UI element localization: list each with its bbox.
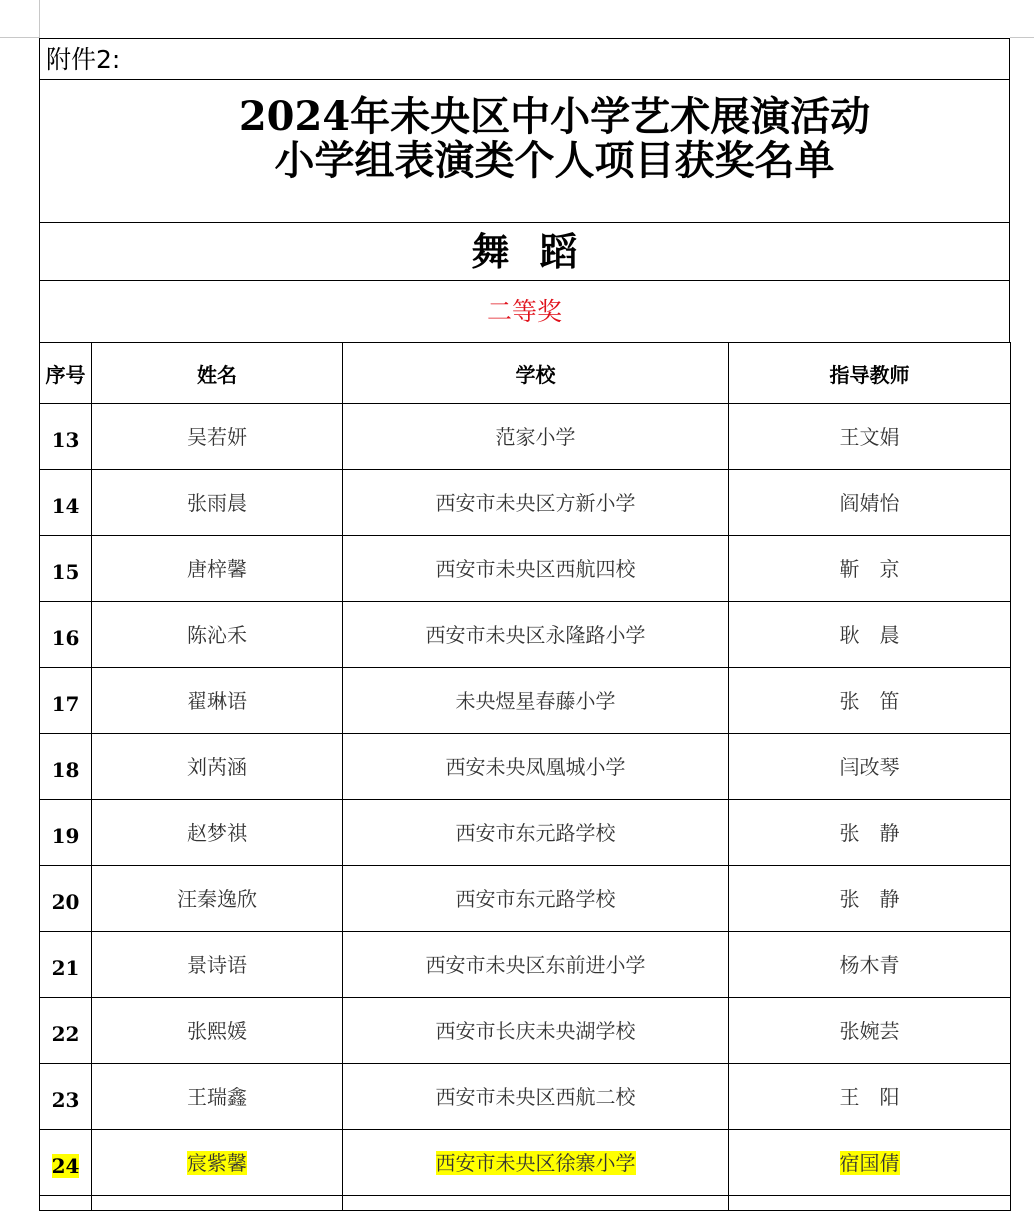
row-name: 唐梓馨: [187, 557, 247, 581]
row-teacher: 王 阳: [839, 1085, 900, 1109]
table-row: [40, 602, 1011, 668]
header-school: 学校: [343, 343, 729, 404]
table-row: [40, 404, 1011, 470]
row-name: 吴若妍: [187, 425, 247, 449]
row-name: 汪秦逸欣: [177, 887, 257, 911]
row-index: 17: [51, 691, 80, 716]
row-school: 西安市未央区西航二校: [435, 1085, 636, 1109]
row-index: 18: [51, 757, 80, 782]
row-index: 24: [51, 1153, 80, 1178]
page-corner-guide-vertical: [39, 0, 40, 38]
table-header-row: [40, 343, 1011, 404]
row-name: 赵梦祺: [187, 821, 247, 845]
row-teacher: 宿国倩: [839, 1151, 900, 1175]
row-name: 刘芮涵: [187, 755, 247, 779]
header-teacher: 指导教师: [729, 343, 1011, 404]
table-row: [40, 734, 1011, 800]
table-row: [40, 536, 1011, 602]
row-index: 21: [51, 955, 80, 980]
row-teacher: 靳 京: [839, 557, 900, 581]
row-teacher: 杨木青: [839, 953, 900, 977]
row-school: 西安未央凤凰城小学: [445, 755, 626, 779]
row-teacher: 张 静: [839, 821, 900, 845]
page-corner-guide-horizontal: [0, 37, 40, 38]
table-row: [40, 1064, 1011, 1130]
row-name: 翟琳语: [187, 689, 247, 713]
title-line-2: 小学组表演类个人项目获奖名单: [274, 137, 835, 184]
row-teacher: 王文娟: [839, 425, 900, 449]
table-row: [40, 800, 1011, 866]
row-school: 西安市长庆未央湖学校: [435, 1019, 636, 1043]
table-row: [40, 1130, 1011, 1196]
table-row: [40, 470, 1011, 536]
row-school: 西安市东元路学校: [455, 821, 616, 845]
row-index: 14: [51, 493, 80, 518]
row-index: 20: [51, 889, 80, 914]
row-index: 23: [51, 1087, 80, 1112]
awards-table: [39, 342, 1011, 1211]
document-title: [39, 79, 1010, 222]
header-name: 姓名: [92, 343, 343, 404]
title-line-1: 2024年未央区中小学艺术展演活动: [238, 93, 871, 140]
category-heading: 舞蹈: [39, 222, 1010, 280]
row-teacher: 张 笛: [839, 689, 900, 713]
row-school: 西安市东元路学校: [455, 887, 616, 911]
row-school: 西安市未央区方新小学: [435, 491, 636, 515]
row-teacher: 闫改琴: [839, 755, 900, 779]
award-sheet: [39, 38, 1011, 1211]
row-name: 宸紫馨: [187, 1151, 247, 1175]
row-name: 景诗语: [187, 953, 247, 977]
row-name: 王瑞鑫: [187, 1085, 247, 1109]
attachment-label: 附件2:: [39, 38, 1010, 79]
row-index: 16: [51, 625, 80, 650]
row-teacher: 阎婧怡: [839, 491, 900, 515]
row-school: 未央煜星春藤小学: [455, 689, 616, 713]
row-school: 西安市未央区永隆路小学: [425, 623, 646, 647]
row-index: 15: [51, 559, 80, 584]
table-row: [40, 932, 1011, 998]
page-corner-guide-horizontal-right: [1010, 37, 1034, 38]
row-index: 19: [51, 823, 80, 848]
header-index: 序号: [40, 343, 92, 404]
row-school: 范家小学: [495, 425, 576, 449]
row-name: 陈沁禾: [187, 623, 247, 647]
row-name: 张雨晨: [187, 491, 247, 515]
row-teacher: 张 静: [839, 887, 900, 911]
table-row: [40, 998, 1011, 1064]
table-row-partial: [40, 1196, 1011, 1211]
row-teacher: 张婉芸: [839, 1019, 900, 1043]
row-school: 西安市未央区西航四校: [435, 557, 636, 581]
table-row: [40, 866, 1011, 932]
row-school: 西安市未央区东前进小学: [425, 953, 646, 977]
row-index: 13: [51, 427, 80, 452]
prize-level-heading: 二等奖: [39, 280, 1010, 342]
table-row: [40, 668, 1011, 734]
row-name: 张熙媛: [187, 1019, 247, 1043]
row-teacher: 耿 晨: [839, 623, 900, 647]
row-index: 22: [51, 1021, 80, 1046]
row-school: 西安市未央区徐寨小学: [435, 1151, 636, 1175]
